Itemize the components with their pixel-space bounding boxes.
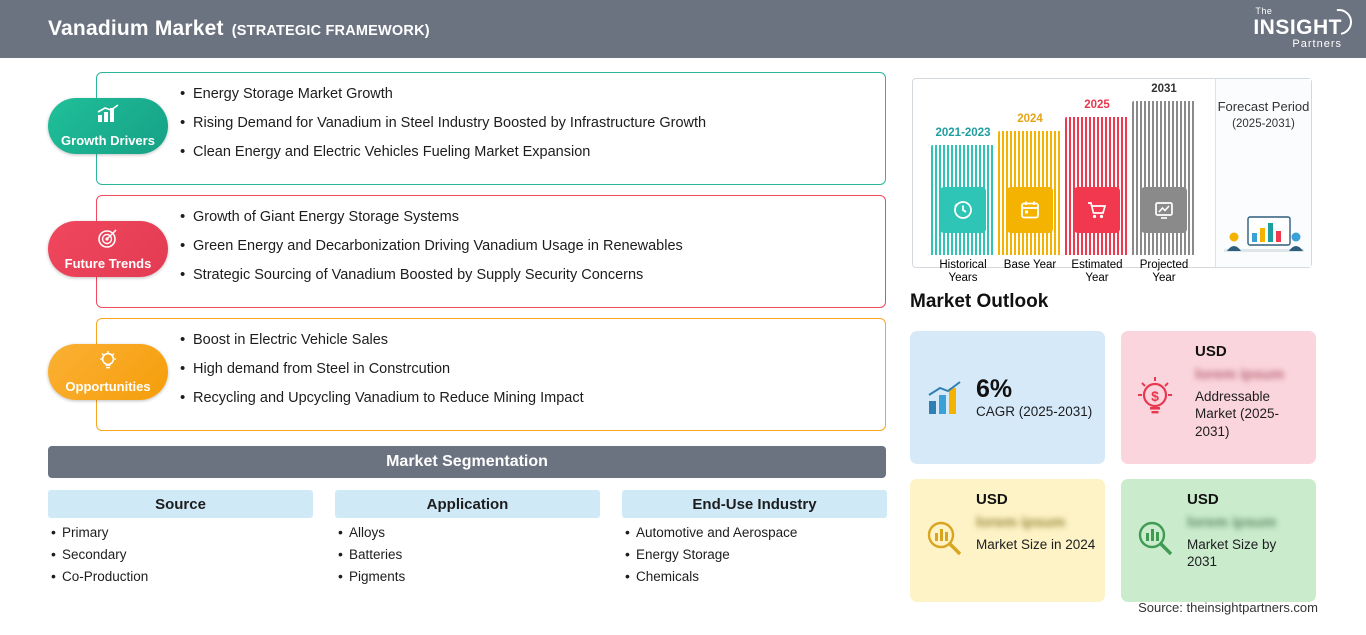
forecast-period-card	[912, 78, 1312, 285]
list-item: • Pigments	[349, 570, 600, 585]
forecast-period-range: (2025-2031)	[1232, 118, 1295, 130]
forecast-bar-historical	[931, 127, 995, 285]
growth-drivers-tag-label: Growth Drivers	[61, 133, 155, 148]
segmentation-header: End-Use Industry	[622, 490, 887, 518]
list-item: • Energy Storage	[636, 548, 887, 563]
list-item: • Co-Production	[62, 570, 313, 585]
cagr-value: 6%	[976, 375, 1013, 403]
list-item: • Rising Demand for Vanadium in Steel Industry Boosted by Infrastructure Growth	[193, 116, 885, 132]
list-item: • Energy Storage Market Growth	[193, 87, 885, 103]
forecast-bar-estimated	[1065, 99, 1129, 285]
list-item: • Batteries	[349, 548, 600, 563]
segmentation-header: Source	[48, 490, 313, 518]
cagr-card	[910, 331, 1105, 464]
list-item: • Strategic Sourcing of Vanadium Boosted by Supply Security Concerns	[193, 268, 885, 284]
title-subtitle: (STRATEGIC FRAMEWORK)	[231, 23, 430, 39]
opportunities-list	[97, 319, 885, 407]
future-trends-list	[97, 196, 885, 284]
market-size-2031-usd: USD	[1187, 491, 1219, 508]
future-trends-tag	[48, 221, 168, 277]
list-item: • Primary	[62, 526, 313, 541]
list-item: • Alloys	[349, 526, 600, 541]
segmentation-column-end-use-industry	[622, 490, 887, 592]
addressable-market-label: Addressable Market (2025-2031)	[1195, 389, 1280, 439]
segmentation-list	[48, 526, 313, 585]
market-size-2024-usd: USD	[976, 491, 1008, 508]
list-item: • Green Energy and Decarbonization Driving Vanadium Usage in Renewables	[193, 239, 885, 255]
magnifier-dollar-icon	[1129, 513, 1181, 565]
svg-text:$: $	[1151, 388, 1159, 404]
future-trends-tag-label: Future Trends	[64, 256, 152, 271]
opportunities-tag	[48, 344, 168, 400]
title-main: Vanadium Market	[48, 17, 224, 40]
list-item: • Automotive and Aerospace	[636, 526, 887, 541]
market-segmentation-title: Market Segmentation	[48, 446, 886, 478]
target-icon	[97, 227, 119, 253]
forecast-period-panel	[1215, 79, 1311, 267]
list-item: • High demand from Steel in Constrcution	[193, 362, 885, 378]
segmentation-header: Application	[335, 490, 600, 518]
opportunities-panel	[96, 318, 886, 431]
forecast-bar-year: 2031	[1151, 83, 1177, 95]
segmentation-list	[622, 526, 887, 585]
forecast-bar-caption: Historical Years	[939, 259, 987, 285]
magnifier-dollar-icon	[918, 513, 970, 565]
forecast-bar-caption: Base Year	[1003, 259, 1057, 271]
forecast-bar-projected	[1132, 83, 1196, 285]
growth-drivers-panel	[96, 72, 886, 185]
logo-line-insight: INSIGHT	[1253, 15, 1342, 39]
list-item: • Clean Energy and Electric Vehicles Fueling Market Expansion	[193, 145, 885, 161]
bar-chart-growth-icon	[96, 104, 120, 128]
list-item: • Growth of Giant Energy Storage Systems	[193, 210, 885, 226]
forecast-bar-caption: Projected Year	[1139, 259, 1189, 285]
list-item: • Boost in Electric Vehicle Sales	[193, 333, 885, 349]
market-outlook-title: Market Outlook	[910, 291, 1049, 312]
segmentation-column-application	[335, 490, 600, 592]
market-size-2024-card	[910, 479, 1105, 602]
lightbulb-icon	[98, 350, 118, 376]
forecast-bar-caption: Estimated Year	[1071, 259, 1123, 285]
cart-chart-icon	[1074, 187, 1120, 233]
source-text: Source: theinsightpartners.com	[1138, 600, 1318, 615]
market-size-2024-value-blurred: lorem ipsum	[976, 514, 1066, 531]
forecast-period-title: Forecast Period	[1217, 99, 1310, 114]
forecast-bar-body	[1065, 117, 1129, 255]
logo-line-partners: Partners	[1292, 37, 1342, 50]
lightbulb-dollar-icon	[1129, 371, 1181, 423]
forecast-bar-year: 2021-2023	[935, 127, 991, 139]
future-trends-panel	[96, 195, 886, 308]
opportunities-tag-label: Opportunities	[65, 379, 151, 394]
projection-icon	[1141, 187, 1187, 233]
forecast-bar-base	[998, 113, 1062, 271]
history-clock-icon	[940, 187, 986, 233]
list-item: • Chemicals	[636, 570, 887, 585]
insight-partners-logo	[1253, 7, 1348, 50]
growth-drivers-list	[97, 73, 885, 161]
logo-line-the: The	[1255, 6, 1273, 17]
list-item: • Recycling and Upcycling Vanadium to Reduce Mining Impact	[193, 391, 885, 407]
market-size-2031-card	[1121, 479, 1316, 602]
page-title	[48, 17, 430, 41]
analytics-team-illustration	[1222, 209, 1306, 261]
growth-drivers-tag	[48, 98, 168, 154]
market-size-2031-label: Market Size by 2031	[1187, 537, 1277, 570]
addressable-market-usd: USD	[1195, 343, 1227, 360]
bar-chart-icon	[920, 373, 972, 425]
market-size-2031-value-blurred: lorem ipsum	[1187, 514, 1277, 531]
forecast-bar-year: 2025	[1084, 99, 1110, 111]
market-size-2024-label: Market Size in 2024	[976, 537, 1096, 552]
addressable-market-value-blurred: lorem ipsum	[1195, 366, 1285, 383]
calendar-icon	[1007, 187, 1053, 233]
segmentation-column-source	[48, 490, 313, 592]
page-header	[0, 0, 1366, 58]
segmentation-list	[335, 526, 600, 585]
list-item: • Secondary	[62, 548, 313, 563]
cagr-label: CAGR (2025-2031)	[976, 404, 1093, 419]
addressable-market-card	[1121, 331, 1316, 464]
forecast-bar-year: 2024	[1017, 113, 1043, 125]
